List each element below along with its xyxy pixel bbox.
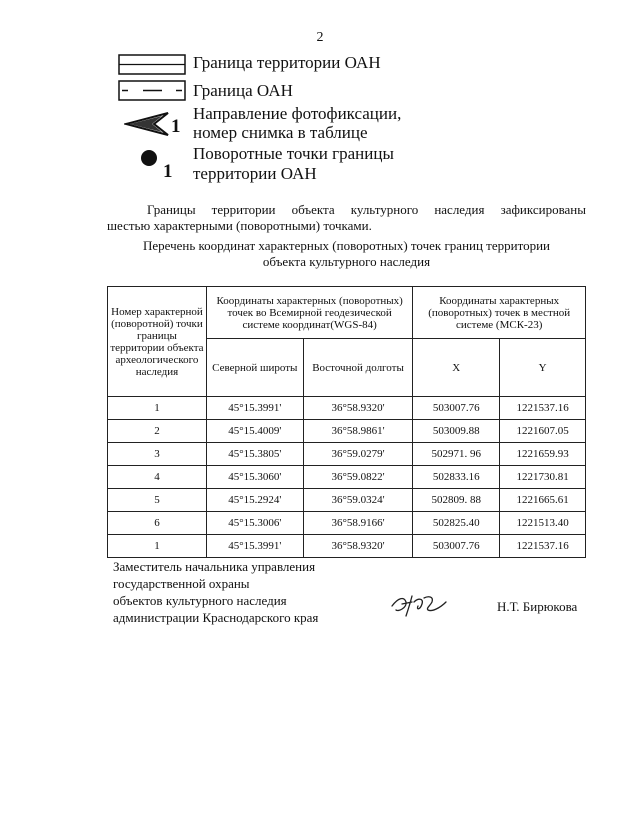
legend-label: номер снимка в таблице	[193, 123, 368, 142]
x-cell: 502809. 88	[413, 489, 500, 512]
x-cell: 502825.40	[413, 512, 500, 535]
point-number-marker: 1	[163, 161, 173, 182]
latitude-cell: 45°15.3060'	[206, 466, 303, 489]
point-number-cell: 3	[108, 443, 207, 466]
x-cell: 503007.76	[413, 535, 500, 558]
legend-label: Направление фотофиксации,	[193, 104, 402, 123]
table-body	[108, 397, 586, 558]
wgs-group-header: Координаты характерных (поворотных) точек во Всемирной геодезической системе координат(WGS-84)	[206, 287, 412, 339]
point-number-cell: 4	[108, 466, 207, 489]
y-cell: 1221607.05	[500, 420, 586, 443]
x-cell: 503009.88	[413, 420, 500, 443]
longitude-cell: 36°58.9861'	[303, 420, 413, 443]
longitude-cell: 36°59.0822'	[303, 466, 413, 489]
table-row	[108, 397, 586, 420]
point-number-cell: 1	[108, 535, 207, 558]
signatory-name: Н.Т. Бирюкова	[497, 599, 578, 614]
signatory-title-line: администрации Краснодарского края	[113, 610, 319, 625]
longitude-cell: 36°59.0324'	[303, 489, 413, 512]
longitude-cell: 36°59.0279'	[303, 443, 413, 466]
table-row	[108, 512, 586, 535]
y-cell: 1221659.93	[500, 443, 586, 466]
x-cell: 502833.16	[413, 466, 500, 489]
y-cell: 1221537.16	[500, 397, 586, 420]
table-row	[108, 489, 586, 512]
table-row	[108, 420, 586, 443]
y-cell: 1221730.81	[500, 466, 586, 489]
point-number-header: Номер характерной (поворотной) точки границы территории объекта археологического наследия	[108, 287, 207, 397]
x-cell: 502971. 96	[413, 443, 500, 466]
legend-label: Граница территории ОАН	[193, 53, 381, 72]
territory-boundary-icon	[118, 54, 186, 76]
longitude-header: Восточной долготы	[303, 339, 413, 397]
photo-number-marker: 1	[171, 116, 181, 137]
x-header: X	[413, 339, 500, 397]
point-number-cell: 1	[108, 397, 207, 420]
point-number-cell: 5	[108, 489, 207, 512]
table-title-line2: объекта культурного наследия	[262, 254, 431, 269]
y-header: Y	[500, 339, 586, 397]
boundary-paragraph-line1: Границы территории объекта культурного наследия зафиксированы	[147, 202, 586, 217]
signatory-title-line: государственной охраны	[113, 576, 250, 591]
longitude-cell: 36°58.9320'	[303, 535, 413, 558]
signature-block	[113, 558, 318, 626]
table-row	[108, 443, 586, 466]
latitude-cell: 45°15.3006'	[206, 512, 303, 535]
msk-group-header: Координаты характерных (поворотных) точек в местной системе (МСК-23)	[413, 287, 586, 339]
latitude-cell: 45°15.4009'	[206, 420, 303, 443]
longitude-cell: 36°58.9320'	[303, 397, 413, 420]
y-cell: 1221513.40	[500, 512, 586, 535]
y-cell: 1221537.16	[500, 535, 586, 558]
photo-direction-arrow-icon	[124, 111, 170, 137]
y-cell: 1221665.61	[500, 489, 586, 512]
latitude-cell: 45°15.3991'	[206, 397, 303, 420]
signatory-title-line: Заместитель начальника управления	[113, 559, 316, 574]
coordinates-table	[107, 286, 586, 558]
table-row	[108, 466, 586, 489]
latitude-header: Северной широты	[206, 339, 303, 397]
x-cell: 503007.76	[413, 397, 500, 420]
point-number-cell: 2	[108, 420, 207, 443]
point-number-cell: 6	[108, 512, 207, 535]
latitude-cell: 45°15.3805'	[206, 443, 303, 466]
page-number: 2	[316, 30, 324, 45]
handwritten-signature	[388, 590, 450, 620]
longitude-cell: 36°58.9166'	[303, 512, 413, 535]
legend-label: территории ОАН	[193, 164, 317, 183]
latitude-cell: 45°15.3991'	[206, 535, 303, 558]
table-row	[108, 535, 586, 558]
boundary-paragraph-line2: шестью характерными (поворотными) точками.	[107, 218, 372, 233]
legend-label: Поворотные точки границы	[193, 144, 394, 163]
table-title-line1: Перечень координат характерных (поворотных) точек границ территории	[142, 238, 551, 253]
latitude-cell: 45°15.2924'	[206, 489, 303, 512]
oan-boundary-icon	[118, 80, 186, 102]
turning-point-icon	[140, 149, 158, 167]
legend-label: Граница ОАН	[193, 81, 293, 100]
signatory-title-line: объектов культурного наследия	[113, 593, 287, 608]
